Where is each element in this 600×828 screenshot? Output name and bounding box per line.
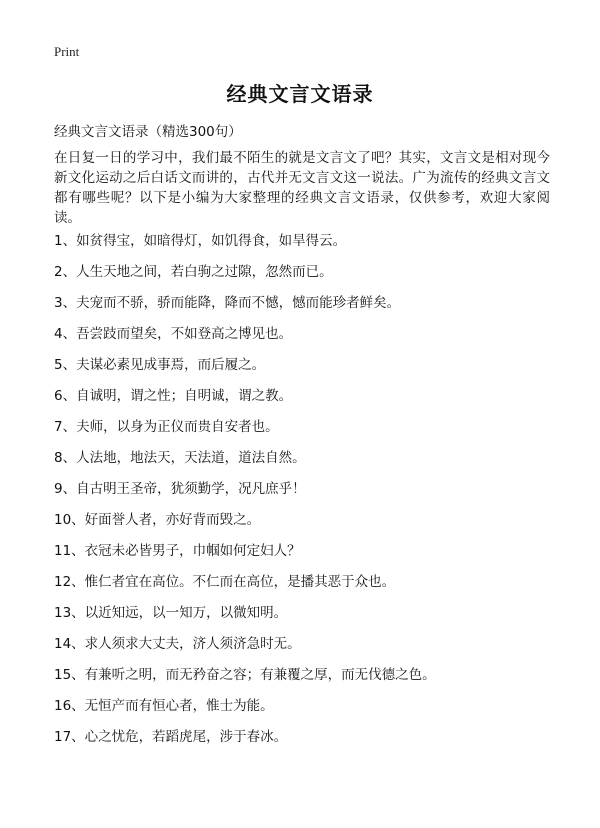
page-title: 经典文言文语录 bbox=[226, 82, 374, 106]
quote-item: 9、自古明王圣帝，犹须勤学，况凡庶乎！ bbox=[54, 481, 306, 497]
quote-item: 1、如贫得宝，如暗得灯，如饥得食，如旱得云。 bbox=[54, 233, 347, 249]
quote-item: 3、夫宠而不骄，骄而能降，降而不憾，憾而能珍者鲜矣。 bbox=[54, 295, 401, 311]
quote-item: 16、无恒产而有恒心者，惟士为能。 bbox=[54, 698, 274, 714]
quote-item: 10、好面誉人者，亦好背而毁之。 bbox=[54, 512, 261, 528]
quote-item: 15、有兼听之明，而无矜奋之容；有兼覆之厚，而无伐德之色。 bbox=[54, 667, 436, 683]
quote-item: 12、惟仁者宜在高位。不仁而在高位，是播其恶于众也。 bbox=[54, 574, 396, 590]
document-subtitle: 经典文言文语录（精选300句） bbox=[54, 124, 242, 140]
print-link[interactable]: Print bbox=[54, 44, 80, 59]
intro-paragraph: 在日复一日的学习中，我们最不陌生的就是文言文了吧？其实，文言文是相对现今新文化运动之后白话文而讲的，古代并无文言文这一说法。广为流传的经典文言文都有哪些呢？以下是小编为大家整理的经典文言文语录，仅供参考，欢迎大家阅读。 bbox=[54, 150, 550, 226]
quote-item: 11、衣冠未必皆男子，巾帼如何定妇人？ bbox=[54, 543, 301, 559]
quote-item: 13、以近知远，以一知万，以微知明。 bbox=[54, 605, 288, 621]
quote-list bbox=[54, 226, 550, 753]
quote-item: 4、吾尝跂而望矣，不如登高之博见也。 bbox=[54, 326, 293, 342]
quote-item: 2、人生天地之间，若白驹之过隙，忽然而已。 bbox=[54, 264, 333, 280]
quote-item: 14、求人须求大丈夫，济人须济急时无。 bbox=[54, 636, 301, 652]
quote-item: 7、夫师，以身为正仪而贵自安者也。 bbox=[54, 419, 279, 435]
quote-item: 5、夫谋必素见成事焉，而后履之。 bbox=[54, 357, 266, 373]
quote-item: 17、心之忧危，若蹈虎尾，涉于春冰。 bbox=[54, 729, 288, 745]
quote-item: 8、人法地，地法天，天法道，道法自然。 bbox=[54, 450, 306, 466]
quote-item: 6、自诚明，谓之性；自明诚，谓之教。 bbox=[54, 388, 293, 404]
